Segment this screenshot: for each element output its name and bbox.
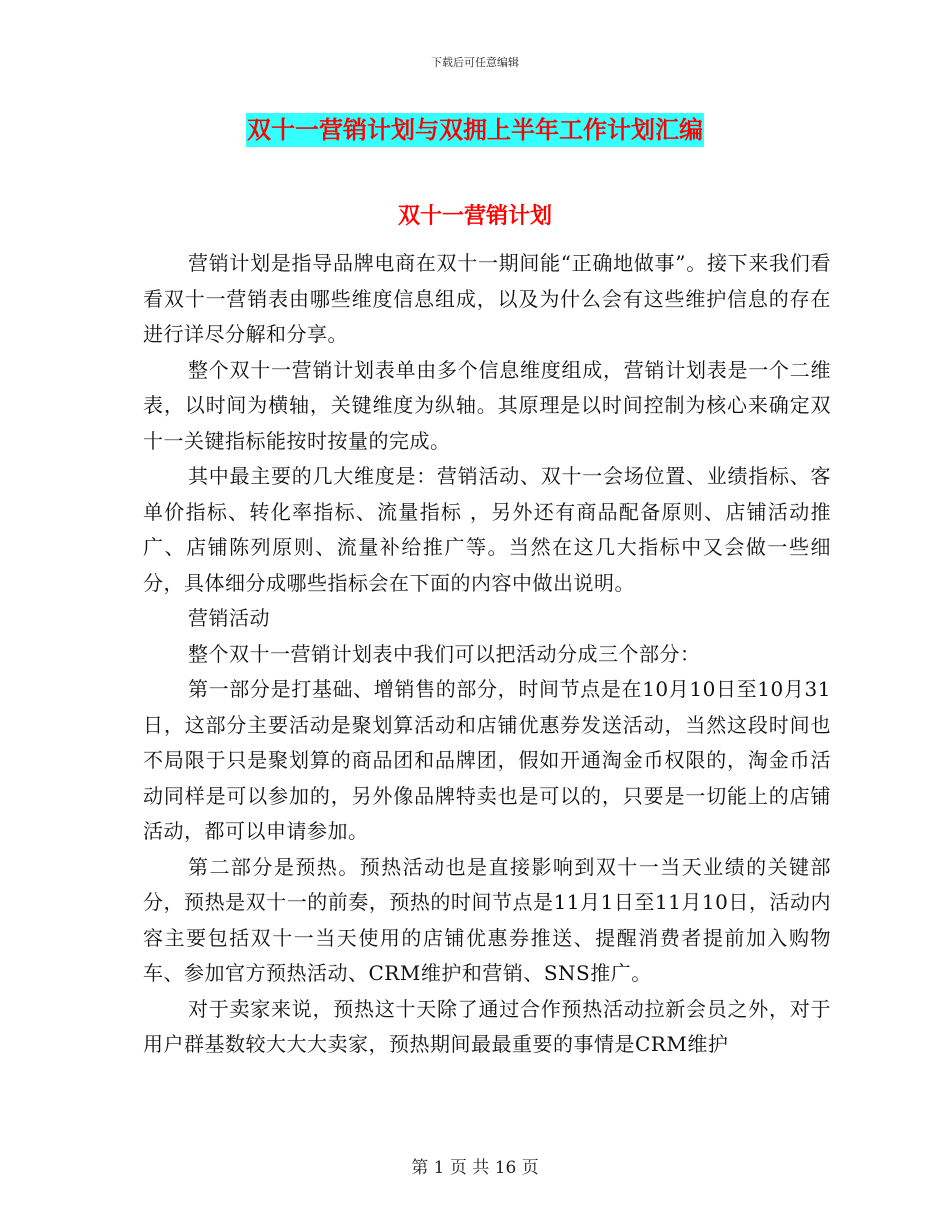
- paragraph: 第二部分是预热。预热活动也是直接影响到双十一当天业绩的关键部分，预热是双十一的前奏，预热的时间节点是11月1日至11月10日，活动内容主要包括双十一当天使用的店铺优惠券推送、提醒消费者提前加入购物车、参加官方预热活动、CRM维护和营销、SNS推广。: [143, 854, 831, 985]
- page-footer: 第 1 页 共 16 页: [411, 1158, 539, 1178]
- document-title: 双十一营销计划与双拥上半年工作计划汇编: [246, 113, 704, 147]
- paragraph: 整个双十一营销计划表单由多个信息维度组成，营销计划表是一个二维表，以时间为横轴，关键维度为纵轴。其原理是以时间控制为核心来确定双十一关键指标能按时按量的完成。: [143, 357, 831, 453]
- body-text: [143, 246, 831, 1063]
- document-title-wrapper: [0, 113, 950, 147]
- paragraph: 整个双十一营销计划表中我们可以把活动分成三个部分：: [188, 641, 701, 666]
- paragraph: 对于卖家来说，预热这十天除了通过合作预热活动拉新会员之外，对于用户群基数较大大大卖家，预热期间最最重要的事情是CRM维护: [143, 996, 831, 1056]
- paragraph: 第一部分是打基础、增销售的部分，时间节点是在10月10日至10月31日，这部分主要活动是聚划算活动和店铺优惠券发送活动，当然这段时间也不局限于只是聚划算的商品团和品牌团，假如开通淘金币权限的，淘金币活动同样是可以参加的，另外像品牌特卖也是可以的，只要是一切能上的店铺活动，都可以申请参加。: [143, 677, 831, 843]
- header-note: 下载后可任意编辑: [431, 56, 519, 69]
- paragraph: 其中最主要的几大维度是：营销活动、双十一会场位置、业绩指标、客单价指标、转化率指标、流量指标 ，另外还有商品配备原则、店铺活动推广、店铺陈列原则、流量补给推广等。当然在这几大指标中又会做一些细分，具体细分成哪些指标会在下面的内容中做出说明。: [143, 464, 831, 595]
- subheading: 营销活动: [188, 606, 270, 630]
- paragraph: 营销计划是指导品牌电商在双十一期间能“正确地做事”。接下来我们看看双十一营销表由哪些维度信息组成，以及为什么会有这些维护信息的存在进行详尽分解和分享。: [143, 251, 831, 346]
- section-title: 双十一营销计划: [397, 204, 552, 229]
